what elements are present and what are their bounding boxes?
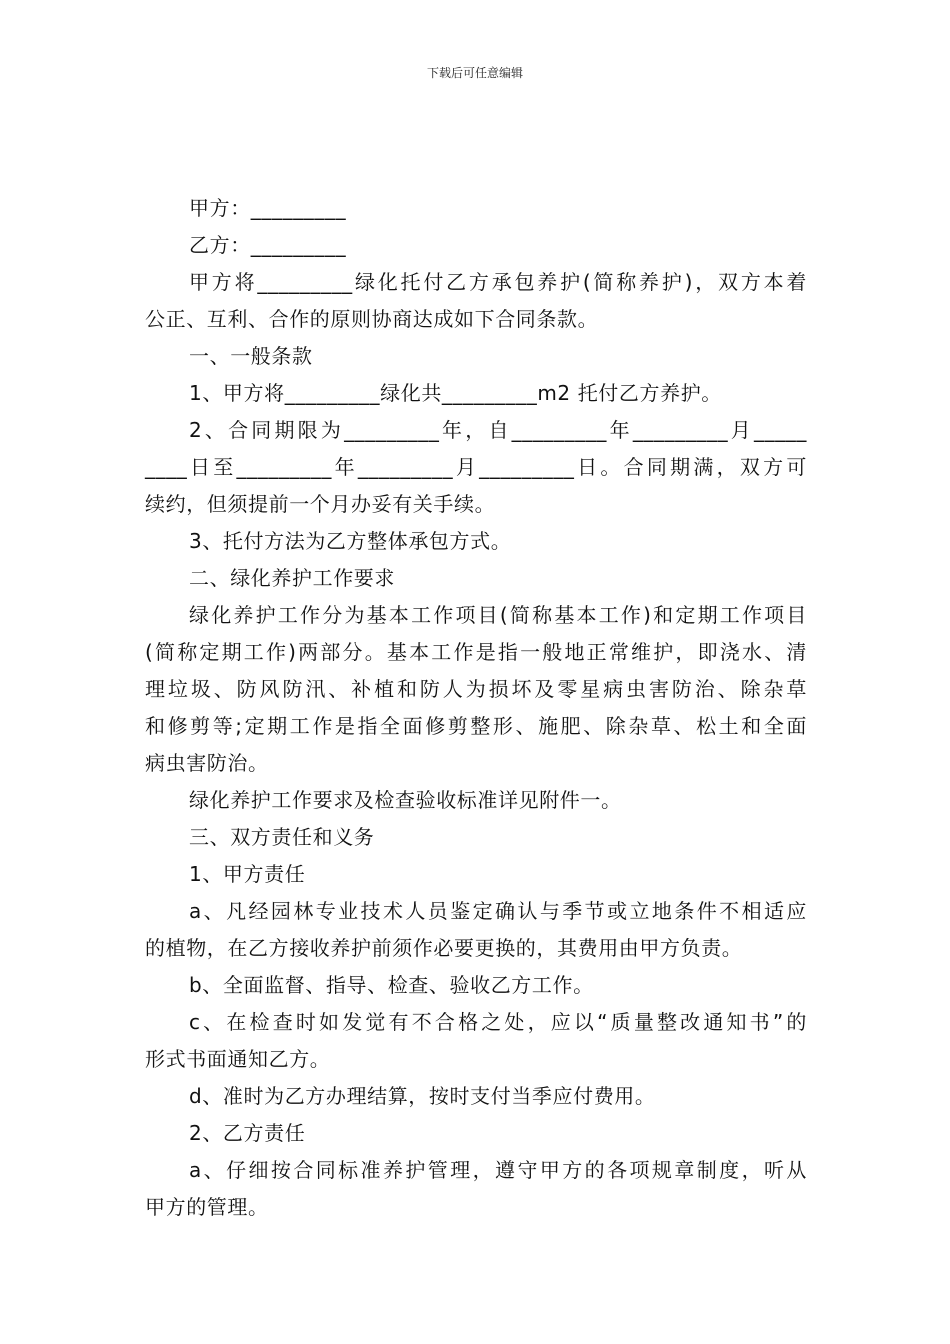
document-line: 乙方：_________ xyxy=(189,233,347,257)
document-line: (简称定期工作)两部分。基本工作是指一般地正常维护，即浇水、清 xyxy=(145,640,807,664)
document-line: 形式书面通知乙方。 xyxy=(145,1047,331,1071)
document-line: a、凡经园林专业技术人员鉴定确认与季节或立地条件不相适应 xyxy=(189,899,807,923)
document-body xyxy=(145,190,807,1226)
document-line: 二、绿化养护工作要求 xyxy=(189,566,395,590)
document-line: b、全面监督、指导、检查、验收乙方工作。 xyxy=(189,973,594,997)
document-line: 1、甲方责任 xyxy=(189,862,306,886)
document-line: 一、一般条款 xyxy=(189,344,313,368)
document-line: ____日至_________年_________月_________日。合同期满，双方可 xyxy=(145,455,807,479)
document-line: 甲方：_________ xyxy=(189,196,347,220)
document-line: 理垃圾、防风防汛、补植和防人为损坏及零星病虫害防治、除杂草 xyxy=(145,677,807,701)
document-line: 和修剪等;定期工作是指全面修剪整形、施肥、除杂草、松土和全面 xyxy=(145,714,807,738)
document-line: 公正、互利、合作的原则协商达成如下合同条款。 xyxy=(145,307,599,331)
document-line: 2、合同期限为_________年，自_________年_________月_____ xyxy=(189,418,807,442)
document-line: d、准时为乙方办理结算，按时支付当季应付费用。 xyxy=(189,1084,656,1108)
document-line: 1、甲方将_________绿化共_________m2 托付乙方养护。 xyxy=(189,381,722,405)
page-header: 下载后可任意编辑 xyxy=(426,66,523,80)
document-line: 病虫害防治。 xyxy=(145,751,269,775)
document-line: 三、双方责任和义务 xyxy=(189,825,375,849)
document-line: 续约，但须提前一个月办妥有关手续。 xyxy=(145,492,496,516)
document-line: 绿化养护工作分为基本工作项目(简称基本工作)和定期工作项目 xyxy=(189,603,807,627)
document-line: 的植物，在乙方接收养护前须作必要更换的，其费用由甲方负责。 xyxy=(145,936,743,960)
document-line: a、仔细按合同标准养护管理，遵守甲方的各项规章制度，听从 xyxy=(189,1158,807,1182)
document-line: 2、乙方责任 xyxy=(189,1121,306,1145)
document-line: 3、托付方法为乙方整体承包方式。 xyxy=(189,529,512,553)
document-line: 甲方将_________绿化托付乙方承包养护(简称养护)，双方本着 xyxy=(189,270,807,294)
document-line: 绿化养护工作要求及检查验收标准详见附件一。 xyxy=(189,788,622,812)
document-line: c、在检查时如发觉有不合格之处，应以“质量整改通知书”的 xyxy=(189,1010,807,1034)
document-line: 甲方的管理。 xyxy=(145,1195,269,1219)
